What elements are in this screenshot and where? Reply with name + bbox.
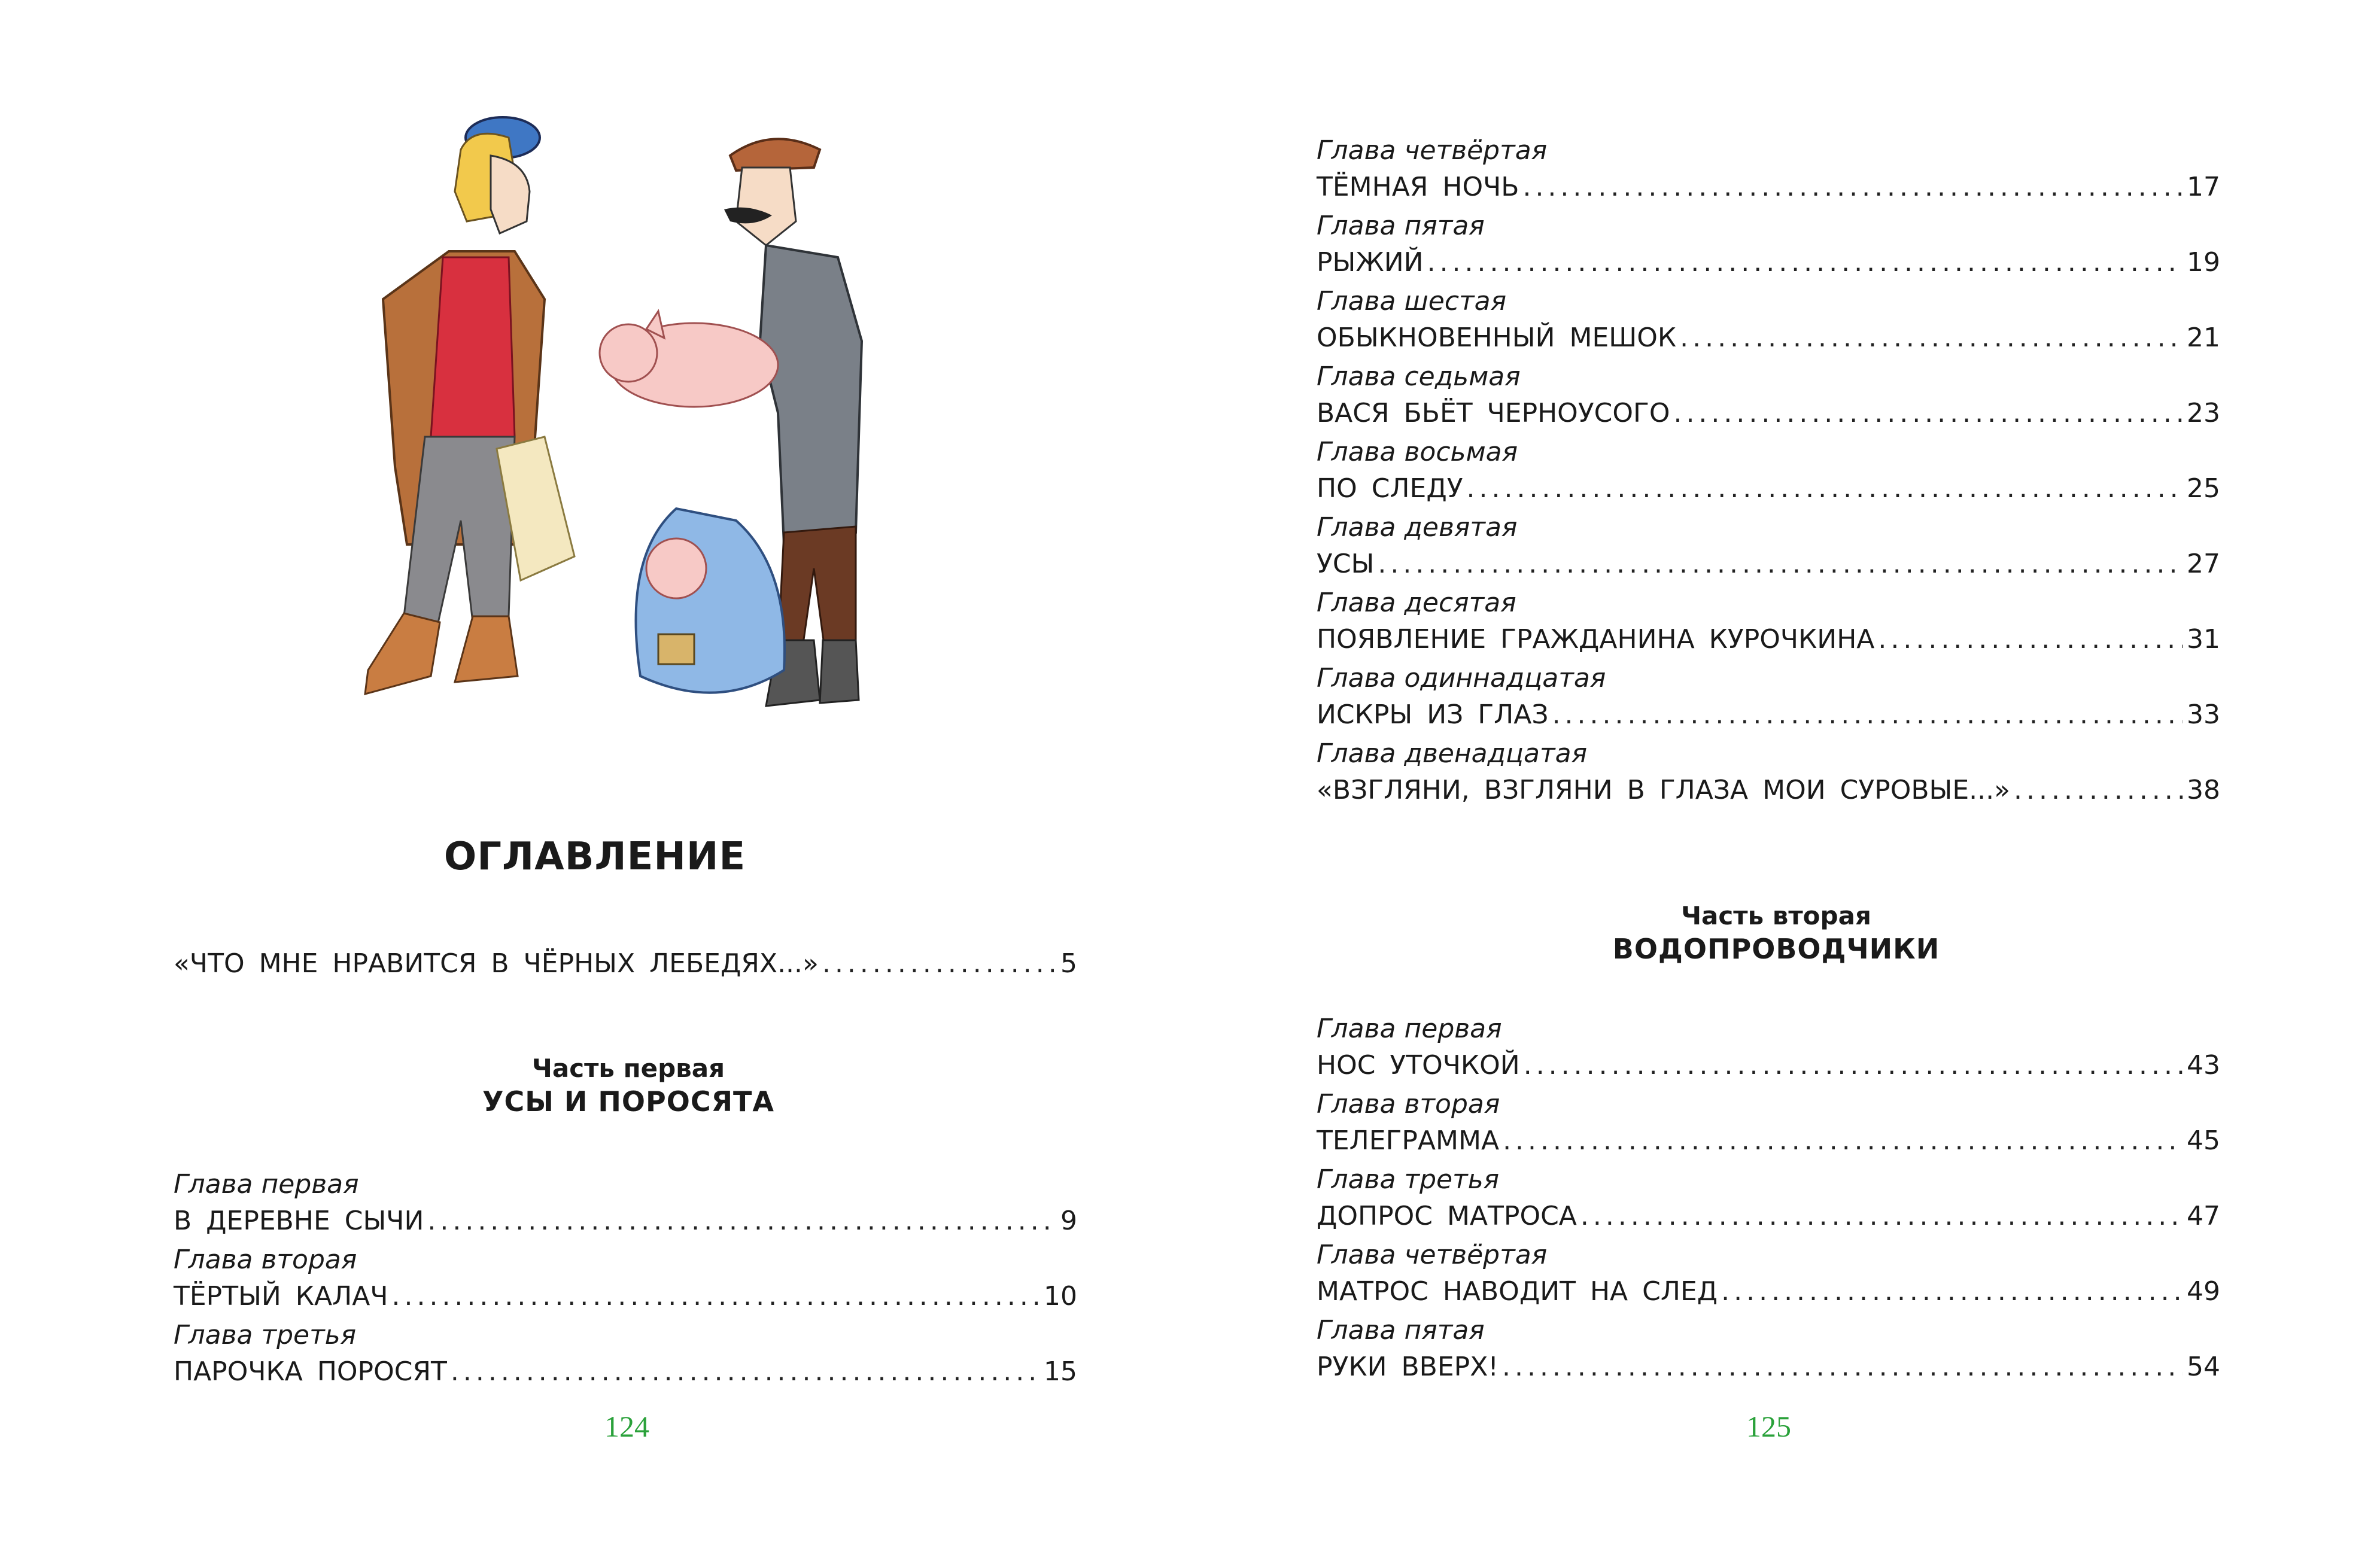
entry-title: В ДЕРЕВНЕ СЫЧИ <box>174 1206 424 1236</box>
entry-title: ТЁРТЫЙ КАЛАЧ <box>174 1281 388 1312</box>
chapter-label: Глава седьмая <box>1317 361 1521 392</box>
piglet-held-icon <box>600 311 778 407</box>
dot-leader <box>1524 1047 2183 1084</box>
dot-leader <box>822 945 1057 982</box>
dot-leader <box>392 1278 1041 1315</box>
part-one-heading <box>0 1053 1257 1119</box>
toc-entry[interactable] <box>1317 510 2220 585</box>
dot-leader <box>1580 1198 2183 1235</box>
entry-title: ИСКРЫ ИЗ ГЛАЗ <box>1317 699 1549 730</box>
part-number: Часть первая <box>531 1054 725 1083</box>
right-page <box>1190 0 2380 1561</box>
dot-leader <box>1427 244 2183 281</box>
entry-line <box>1317 546 2220 585</box>
toc-entry[interactable] <box>174 1167 1077 1242</box>
part-number: Часть вторая <box>1681 901 1871 930</box>
chapter-label: Глава восьмая <box>1317 437 1518 467</box>
toc-entry[interactable] <box>1317 434 2220 510</box>
right-part-entry-list <box>1317 1011 2220 1388</box>
entry-title: ПО СЛЕДУ <box>1317 473 1463 504</box>
dot-leader <box>1552 696 2183 734</box>
right-entry-list <box>1317 133 2220 811</box>
toc-entry[interactable] <box>1317 661 2220 736</box>
young-man-figure <box>365 117 575 694</box>
intro-entry[interactable] <box>174 945 1077 985</box>
entry-page: 33 <box>2187 699 2220 730</box>
chapter-label: Глава пятая <box>1317 1315 1485 1346</box>
page-number-left: 124 <box>604 1410 649 1443</box>
entry-page: 38 <box>2187 775 2220 805</box>
entry-line <box>1317 395 2220 434</box>
entry-title: УСЫ <box>1317 549 1375 579</box>
entry-title: ТЕЛЕГРАММА <box>1317 1125 1500 1156</box>
entry-page: 15 <box>1044 1356 1077 1387</box>
toc-entry[interactable] <box>1317 1011 2220 1087</box>
toc-entry[interactable] <box>1317 1087 2220 1162</box>
chapter-label: Глава четвёртая <box>1317 1240 1548 1270</box>
entry-title: РЫЖИЙ <box>1317 247 1424 278</box>
chapter-label: Глава девятая <box>1317 512 1518 543</box>
entry-page: 10 <box>1044 1281 1077 1312</box>
entry-title: ВАСЯ БЬЁТ ЧЕРНОУСОГО <box>1317 398 1670 428</box>
part-title: ВОДОПРОВОДЧИКИ <box>1612 932 1940 965</box>
dot-leader <box>1378 546 2183 583</box>
entry-line <box>1317 1273 2220 1313</box>
chapter-label: Глава первая <box>1317 1014 1502 1044</box>
entry-page: 9 <box>1060 1206 1077 1236</box>
entry-page: 23 <box>2187 398 2220 428</box>
entry-title: РУКИ ВВЕРХ! <box>1317 1352 1498 1382</box>
chapter-label: Глава первая <box>174 1169 359 1200</box>
toc-entry[interactable] <box>1317 133 2220 208</box>
entry-page: 47 <box>2187 1201 2220 1231</box>
illustration-two-men-with-piglets <box>263 102 969 808</box>
entry-page: 5 <box>1060 948 1077 979</box>
toc-entry[interactable] <box>1317 208 2220 284</box>
entry-page: 25 <box>2187 473 2220 504</box>
entry-title: ПОЯВЛЕНИЕ ГРАЖДАНИНА КУРОЧКИНА <box>1317 624 1875 655</box>
entry-line <box>1317 621 2220 661</box>
entry-title: ДОПРОС МАТРОСА <box>1317 1201 1577 1231</box>
entry-title: «ВЗГЛЯНИ, ВЗГЛЯНИ В ГЛАЗА МОИ СУРОВЫЕ...» <box>1317 775 2011 805</box>
toc-entry[interactable] <box>1317 284 2220 359</box>
entry-page: 27 <box>2187 549 2220 579</box>
dot-leader <box>1502 1349 2183 1386</box>
chapter-label: Глава вторая <box>174 1244 357 1275</box>
entry-line <box>1317 169 2220 208</box>
toc-entry[interactable] <box>1317 359 2220 434</box>
entry-line <box>174 1203 1077 1242</box>
dot-leader <box>1721 1273 2183 1310</box>
dot-leader <box>1503 1122 2183 1160</box>
entry-title: ТЁМНАЯ НОЧЬ <box>1317 172 1519 202</box>
chapter-label: Глава третья <box>174 1320 357 1350</box>
entry-line <box>1317 244 2220 284</box>
entry-line <box>1317 1198 2220 1237</box>
bag-with-piglet-icon <box>636 509 785 693</box>
entry-title: ПАРОЧКА ПОРОСЯТ <box>174 1356 447 1387</box>
chapter-label: Глава двенадцатая <box>1317 738 1588 769</box>
toc-entry[interactable] <box>1317 1237 2220 1313</box>
entry-line <box>174 1278 1077 1317</box>
dot-leader <box>2014 772 2183 809</box>
entry-page: 49 <box>2187 1276 2220 1307</box>
part-two-heading <box>1190 900 2363 966</box>
entry-line <box>1317 1122 2220 1162</box>
entry-line <box>174 1353 1077 1393</box>
entry-page: 31 <box>2187 624 2220 655</box>
entry-page: 43 <box>2187 1050 2220 1081</box>
entry-line <box>1317 772 2220 811</box>
toc-title: ОГЛАВЛЕНИЕ <box>443 835 746 879</box>
toc-entry[interactable] <box>1317 1313 2220 1388</box>
entry-page: 21 <box>2187 322 2220 353</box>
left-entry-list <box>174 1167 1077 1393</box>
entry-line <box>1317 319 2220 359</box>
chapter-label: Глава одиннадцатая <box>1317 663 1606 693</box>
page-number-right: 125 <box>1746 1410 1791 1443</box>
toc-entry[interactable] <box>1317 1162 2220 1237</box>
toc-entry[interactable] <box>1317 736 2220 811</box>
chapter-label: Глава вторая <box>1317 1089 1500 1119</box>
dot-leader <box>1680 319 2183 357</box>
entry-page: 45 <box>2187 1125 2220 1156</box>
entry-page: 54 <box>2187 1352 2220 1382</box>
toc-entry[interactable] <box>174 1242 1077 1317</box>
dot-leader <box>427 1203 1057 1240</box>
entry-line <box>1317 1047 2220 1087</box>
entry-page: 19 <box>2187 247 2220 278</box>
entry-page: 17 <box>2187 172 2220 202</box>
chapter-label: Глава пятая <box>1317 211 1485 241</box>
part-title: УСЫ И ПОРОСЯТА <box>482 1085 774 1118</box>
intro-entry-block <box>174 945 1077 985</box>
entry-title: НОС УТОЧКОЙ <box>1317 1050 1520 1081</box>
dot-leader <box>1673 395 2183 432</box>
entry-title: ОБЫКНОВЕННЫЙ МЕШОК <box>1317 322 1677 353</box>
toc-entry[interactable] <box>1317 585 2220 661</box>
entry-title: «ЧТО МНЕ НРАВИТСЯ В ЧЁРНЫХ ЛЕБЕДЯХ...» <box>174 948 819 979</box>
dot-leader <box>1878 621 2183 658</box>
entry-line <box>1317 470 2220 510</box>
chapter-label: Глава десятая <box>1317 588 1516 618</box>
entry-title: МАТРОС НАВОДИТ НА СЛЕД <box>1317 1276 1718 1307</box>
chapter-label: Глава третья <box>1317 1164 1500 1195</box>
chapter-label: Глава шестая <box>1317 286 1507 317</box>
entry-line <box>1317 1349 2220 1388</box>
entry-line <box>1317 696 2220 736</box>
toc-entry[interactable] <box>174 1317 1077 1393</box>
dot-leader <box>1522 169 2183 206</box>
chapter-label: Глава четвёртая <box>1317 135 1548 166</box>
dot-leader <box>1467 470 2183 507</box>
dot-leader <box>451 1353 1040 1390</box>
